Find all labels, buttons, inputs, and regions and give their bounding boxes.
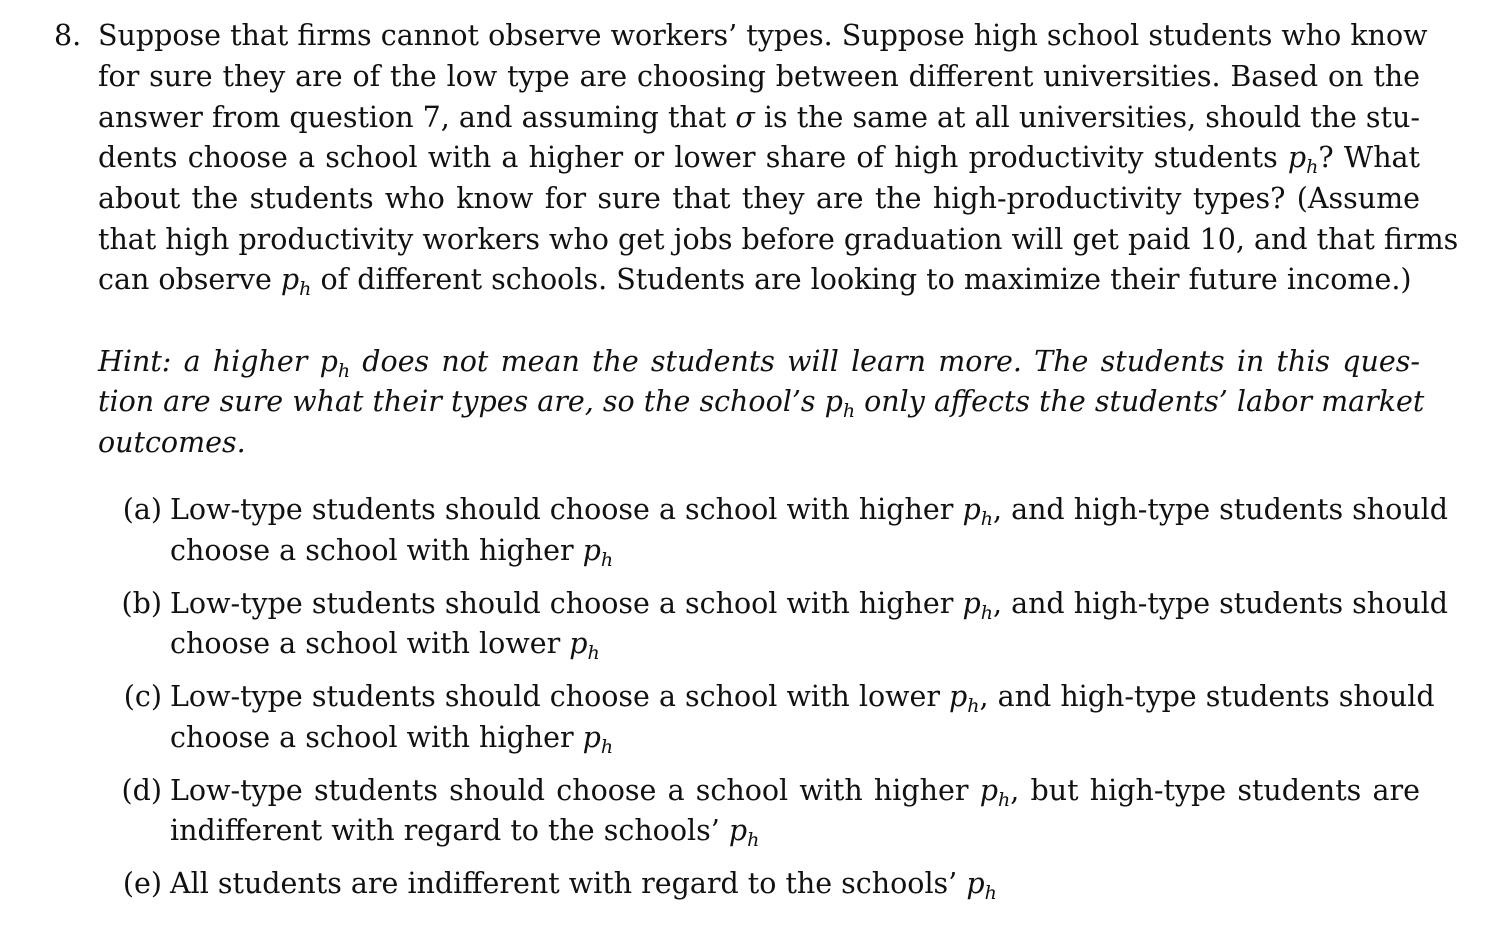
option-label: (d) [121, 774, 162, 807]
question-line: about the students who know for sure that they are the high-productivity types? (Assume [98, 182, 1420, 215]
question-line: Suppose that firms cannot observe workers’ types. Suppose high school students who know [98, 19, 1428, 52]
option-line: Low-type students should choose a school with lower $p_h$, and high-type students should [170, 680, 1435, 717]
option-line: Low-type students should choose a school with higher $p_h$, and high-type students should [170, 493, 1449, 530]
question-line: answer from question 7, and assuming that σ is the same at all universities, should the stu- [98, 101, 1420, 134]
question-line: that high productivity workers who get jobs before graduation will get paid 10, and that firms [98, 223, 1459, 256]
hint-line: tion are sure what their types are, so the school’s $p_h$ only affects the students’ labor market [98, 385, 1425, 422]
question-line: can observe $p_h$ of different schools. Students are looking to maximize their future income.) [98, 263, 1412, 300]
option-line: Low-type students should choose a school with higher $p_h$, but high-type students are [170, 774, 1420, 811]
option-label: (e) [122, 867, 162, 900]
hint-line: outcomes. [98, 426, 246, 459]
option-line: choose a school with higher $p_h$ [170, 534, 614, 571]
question-line: for sure they are of the low type are choosing between different universities. Based on the [98, 60, 1420, 93]
option-line: choose a school with lower $p_h$ [170, 627, 600, 664]
hint-line: Hint: a higher $p_h$ does not mean the students will learn more. The students in this ques- [98, 345, 1420, 382]
option-label: (b) [121, 587, 162, 620]
option-label: (c) [123, 680, 162, 713]
question-line: dents choose a school with a higher or lower share of high productivity students $p_h$? What [98, 141, 1420, 178]
option-line: All students are indifferent with regard to the schools’ $p_h$ [170, 867, 997, 904]
option-line: choose a school with higher $p_h$ [170, 721, 614, 758]
option-label: (a) [122, 493, 162, 526]
option-line: Low-type students should choose a school with higher $p_h$, and high-type students should [170, 587, 1449, 624]
question-number: 8. [54, 19, 82, 52]
option-line: indifferent with regard to the schools’ $p_h$ [170, 814, 760, 851]
